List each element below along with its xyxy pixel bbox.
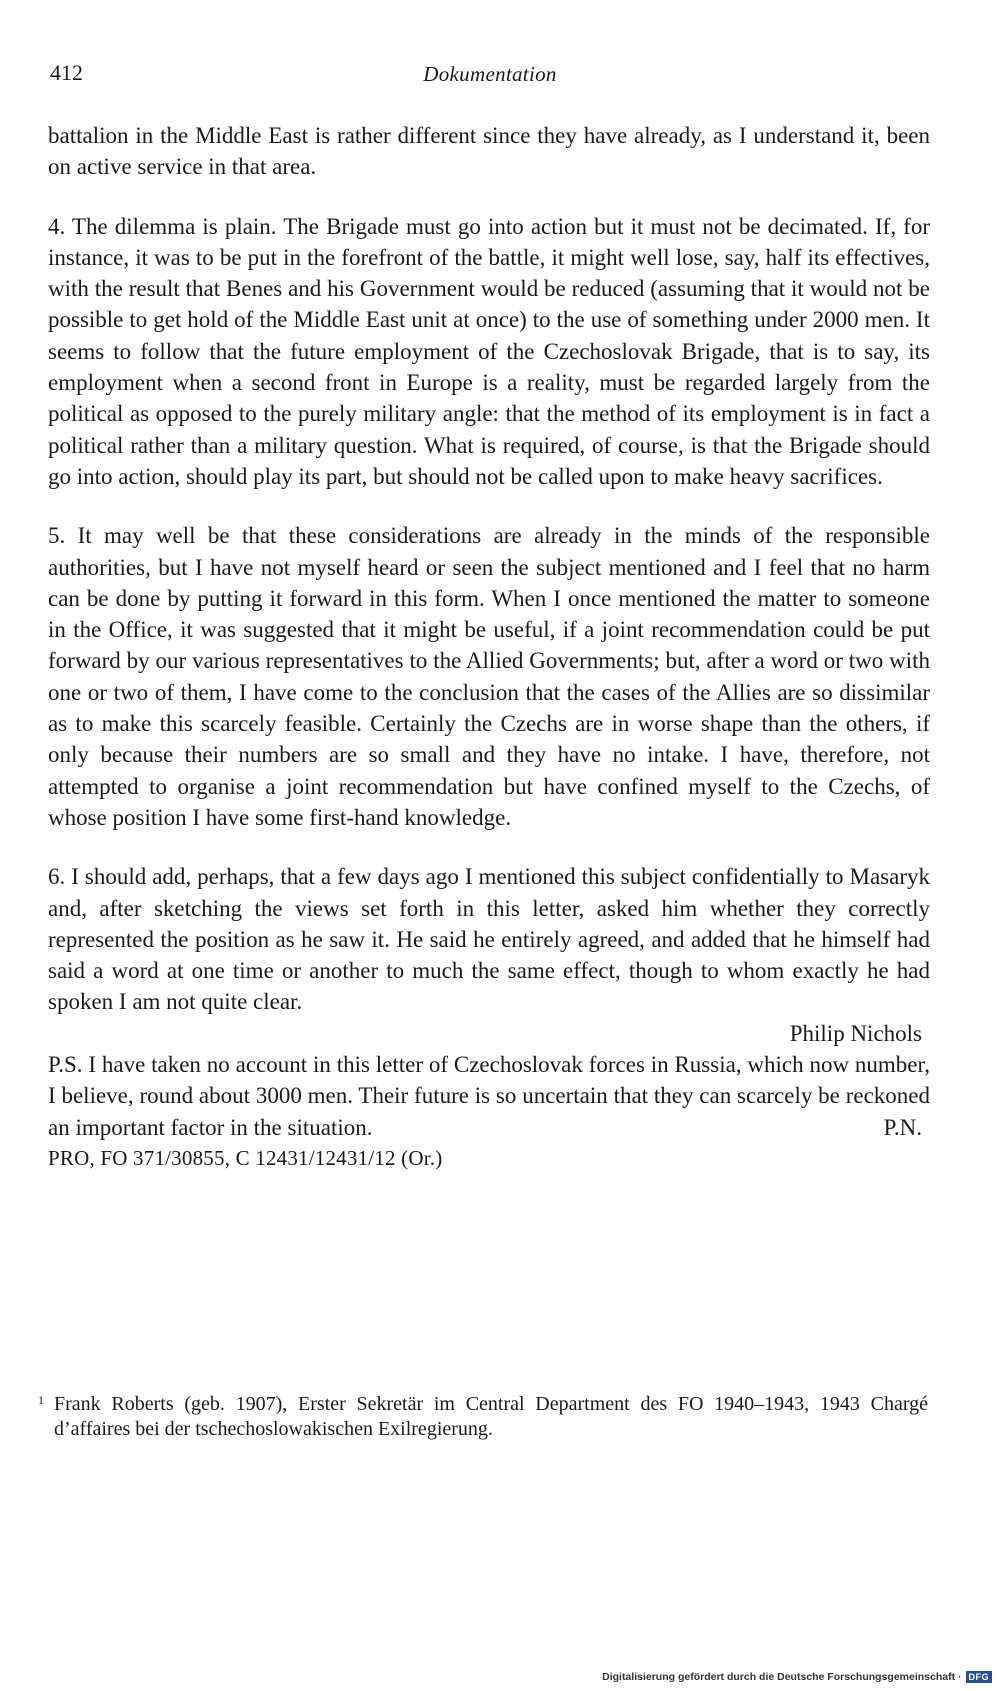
paragraph-5: 5. It may well be that these considerations are already in the minds of the responsible authorities, but I have not myself heard or seen the subject mentioned and I feel that no harm can be done by putting it forward in this form. When I once mentioned the matter to someone in the Office, it was suggested that it might be useful, if a joint recommendation could be put forward by our various representatives to the Allied Governments; but, after a word or two with one or two of them, I have come to the conclusion that the cases of the Allies are so dissimilar as to make this scarcely feasible. Certainly the Czechs are in worse shape than the others, if only because their numbers are so small and they have no intake. I have, therefore, not attempted to organise a joint recommendation but have confined myself to the Czechs, of whose position I have some first-hand knowledge.	[48, 523, 930, 830]
credit-text: Digitalisierung gefördert durch die Deutsche Forschungsgemeinschaft ·	[602, 1671, 962, 1683]
footnote	[38, 1392, 928, 1442]
paragraph-6: 6. I should add, perhaps, that a few days ago I mentioned this subject confidentially to Masaryk and, after sketching the views set forth in this letter, asked him whether they correctly represented the position as he saw it. He said he entirely agreed, and added that he himself had said a word at one time or another to much the same effect, though to whom exactly he had spoken I am not quite clear.	[48, 864, 930, 1015]
postscript-initials: P.N.	[883, 1114, 922, 1140]
archive-source: PRO, FO 371/30855, C 12431/12431/12 (Or.)	[48, 1145, 443, 1170]
postscript-text: P.S. I have taken no account in this letter of Czechoslovak forces in Russia, which now number, I believe, round about 3000 men. Their future is so uncertain that they can scarcely be reckoned an important factor in the situation.	[48, 1052, 930, 1140]
paragraph-continued: battalion in the Middle East is rather different since they have already, as I understand it, been on active service in that area.	[48, 123, 930, 180]
postscript	[48, 1049, 930, 1143]
footnote-text: Frank Roberts (geb. 1907), Erster Sekretär im Central Department des FO 1940–1943, 1943 Chargé d’affaires bei der tschechoslowakischen Exilregierung.	[54, 1393, 928, 1440]
page-number: 412	[50, 60, 83, 85]
running-title: Dokumentation	[423, 62, 557, 86]
signature: Philip Nichols	[789, 1020, 922, 1046]
dfg-logo: DFG	[966, 1671, 993, 1683]
digitization-credit	[602, 1671, 992, 1683]
paragraph-4: 4. The dilemma is plain. The Brigade must go into action but it must not be decimated. If, for instance, it was to be put in the forefront of the battle, it might well lose, say, half its effectives, with the result that Benes and his Government would be reduced (assuming that it would not be possible to get hold of the Middle East unit at once) to the use of something under 2000 men. It seems to follow that the future employment of the Czechoslovak Brigade, that is to say, its employment when a second front in Europe is a reality, must be regarded largely from the political as opposed to the purely military angle: that the method of its employment is in fact a political rather than a military question. What is required, of course, is that the Brigade should go into action, should play its part, but should not be called upon to make heavy sacrifices.	[48, 213, 930, 489]
footnote-marker: 1	[38, 1393, 44, 1407]
letter-body	[48, 120, 930, 1174]
